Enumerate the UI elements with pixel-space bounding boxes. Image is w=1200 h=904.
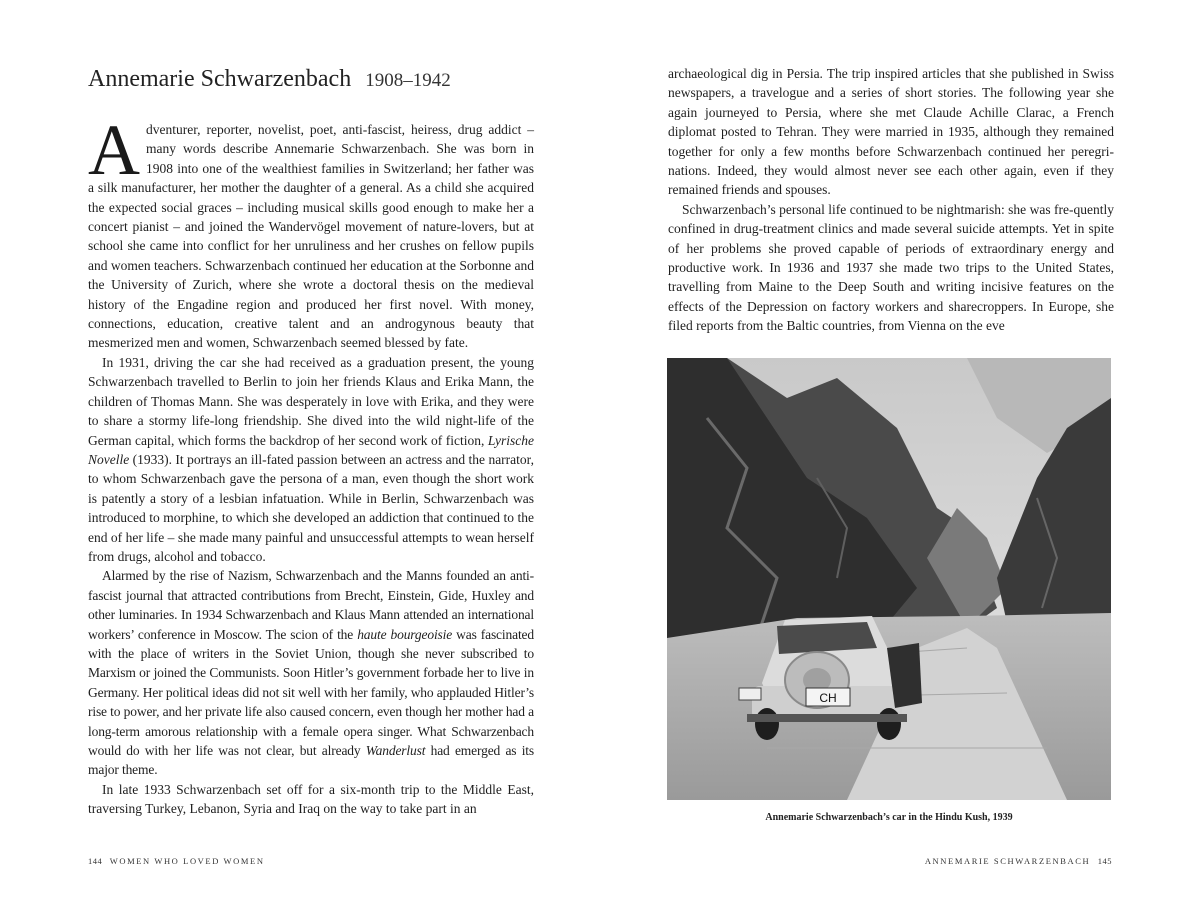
photo-car-hindu-kush xyxy=(667,358,1111,800)
left-text-column xyxy=(88,110,534,819)
paragraph-4: In late 1933 Schwarzenbach set off for a six-month trip to the Middle East, traversing Turkey, Lebanon, Syria and Iraq on the way to take part in an xyxy=(88,781,534,817)
plate-text: CH xyxy=(819,691,837,705)
running-head-left: WOMEN WHO LOVED WOMEN xyxy=(109,856,265,866)
page-number-right: 145 xyxy=(1097,856,1112,866)
folio-left xyxy=(88,856,265,866)
photo-illustration xyxy=(667,358,1111,800)
page-number-left: 144 xyxy=(88,856,103,866)
title-years: 1908–1942 xyxy=(365,70,451,91)
book-title: Lyrische Novelle xyxy=(88,432,534,467)
paragraph-3: Alarmed by the rise of Nazism, Schwarzenbach and the Manns founded an anti-fascist journal that attracted contributions from Brecht, Einstein, Gide, Huxley and other luminaries. In 1934 Schwarzenbach and Klaus Mann attended an international workers’ conference in Moscow. The scion of the haute bourgeoisie was fascinated with the place of writers in the Soviet Union, though she never subscribed to Marxism or joined the Communists. Soon Hitler’s government forbade her to live in Germany. Her political ideas did not sit well with her family, who applauded Hitler’s rise to power, and her private life also caused concern, even though her mother had a long-term amorous relationship with a female opera singer. What Schwarzenbach would do with her life was not clear, but already Wanderlust had emerged as its major theme. xyxy=(88,568,534,778)
paragraph-2: In 1931, driving the car she had received as a graduation present, the young Schwarzenbach travelled to Berlin to join her friends Klaus and Erika Mann, the children of Thomas Mann. She was desperately in love with Erika, and they were to share a stormy life-long friendship. She dived into the wild night-life of the German capital, which forms the backdrop of her second work of fiction, Lyrische Novelle (1933). It portrays an ill-fated passion between an actress and the narrator, to whom Schwarzenbach gave the persona of a man, even though the short work is patently a story of a lesbian infatuation. While in Berlin, Schwarzenbach was introduced to morphine, to which she developed an addiction that continued to the end of her life – she made many painful and unsuccessful attempts to wean herself from drugs, alcohol and tobacco. xyxy=(88,354,534,564)
photo-caption: Annemarie Schwarzenbach’s car in the Hindu Kush, 1939 xyxy=(765,812,1013,823)
italic-word: Wanderlust xyxy=(365,743,426,758)
drop-cap: A xyxy=(88,110,140,190)
folio-right xyxy=(925,856,1112,866)
chapter-title xyxy=(88,64,451,96)
paragraph-1: Adventurer, reporter, novelist, poet, anti-fascist, heiress, drug addict – many words describe Annemarie Schwarzenbach. She was born in 1908 into one of the wealthiest families in Switzerland; her father was a silk manufacturer, her mother the daughter of a general. As a child she acquired the expected social graces – including musical skills good enough to make her a concert pianist – and joined the Wandervögel movement of nature-lovers, but at school she came into conflict for her unruliness and her crushes on fellow pupils and women teachers. Schwarzenbach continued her education at the Sorbonne and the University of Zurich, where she wrote a doctoral thesis on the medieval history of the Engadine region and produced her first novel. With money, connections, education, creative talent and an androgynous beauty that mesmerized men and women, Schwarzenbach seemed blessed by fate. xyxy=(88,110,534,351)
paragraph-5: Schwarzenbach’s personal life continued to be nightmarish: she was fre-quently confined in drug-treatment clinics and made several suicide attempts. Yet in spite of her problems she proved capable of periods of extraordinary energy and productive work. In 1936 and 1937 she made two trips to the United States, travelling from Maine to the Deep South and writing incisive features on the effects of the Depression on factory workers and sharecroppers. In Europe, she filed reports from the Baltic countries, from Vienna on the eve xyxy=(668,201,1114,334)
right-text-column xyxy=(668,64,1114,336)
title-name: Annemarie Schwarzenbach xyxy=(88,66,352,92)
paragraph-continued: archaeological dig in Persia. The trip inspired articles that she published in Swiss newspapers, a travelogue and a series of short stories. The following year she again journeyed to Persia, where she met Claude Achille Clarac, a French diplomat posted to Tehran. They were married in 1935, although they remained together for only a few months before Schwarzenbach continued her peregri-nations. Indeed, they would almost never see each other again, even if they remained friends and spouses. xyxy=(668,66,1114,198)
running-head-right: ANNEMARIE SCHWARZENBACH xyxy=(924,856,1091,866)
italic-phrase: haute bourgeoisie xyxy=(357,626,453,642)
